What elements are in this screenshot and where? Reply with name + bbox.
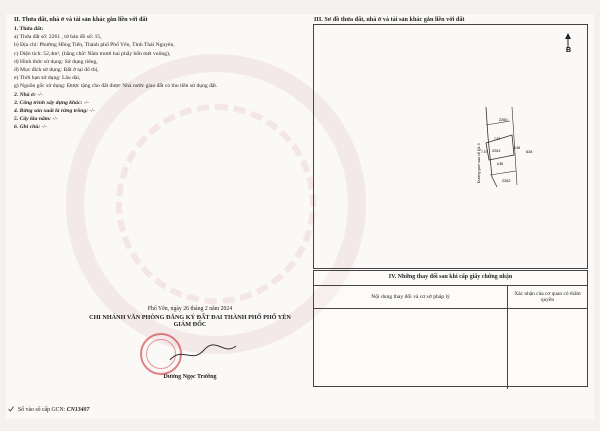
parcel-area: c) Diện tích: 52,4m², (bằng chữ: Năm mươi hai phẩy bốn mét vuông), [14, 50, 171, 57]
changes-header-row [314, 286, 587, 309]
parcel-map [313, 24, 588, 269]
edge-label: 6.56 [514, 146, 521, 150]
parcel-address: b) Địa chỉ: Phường Hồng Tiến, Thành phố Phổ Yên, Tỉnh Thái Nguyên, [14, 42, 175, 49]
edge-label: 6.85 [497, 162, 504, 166]
house-row: 2. Nhà ở: -/- [14, 91, 43, 98]
changes-empty-row [314, 309, 587, 389]
north-label: B [566, 47, 572, 54]
sub-parcel-heading: 1. Thửa đất: [14, 26, 44, 32]
parcel-number: a) Thửa đất số: 2261 , tờ bản đồ số: 15, [14, 34, 102, 41]
edge-label: 7.97 [494, 137, 501, 141]
registry-label: Số vào sổ cấp GCN: [18, 407, 67, 413]
parcel-label: 628 [526, 150, 533, 154]
usage-form: d) Hình thức sử dụng: Sử dụng riêng, [14, 58, 98, 65]
edge-label: 7.37 [481, 150, 488, 154]
signer-name: Dương Ngọc Trường [163, 374, 217, 380]
signer-position: GIÁM ĐỐC [173, 321, 207, 328]
construction-row: 3. Công trình xây dựng khác: -/- [14, 99, 90, 106]
section2-title: II. Thửa đất, nhà ở và tài sản khác gắn liền với đất [14, 16, 148, 23]
parcel-label: 2260 [499, 118, 508, 122]
note-row: 6. Ghi chú: -/- [14, 124, 47, 131]
changes-table [313, 270, 588, 387]
section4-title: IV. Những thay đổi sau khi cấp giấy chứng nhận [314, 271, 587, 286]
parcel-diagram [314, 25, 587, 268]
parcel-label: 2261 [492, 149, 501, 153]
parcel-label: 2262 [502, 179, 511, 183]
road-label: Đường gom sau cổ QL 3 [477, 143, 481, 183]
registry-footer [10, 407, 89, 413]
changes-col-authority: Xác nhận của cơ quan có thẩm quyền [514, 290, 581, 303]
changes-col-content: Nội dung thay đổi và cơ sở pháp lý [314, 286, 508, 308]
section3-title: III. Sơ đồ thửa đất, nhà ở và tài sản khác gắn liền với đất [314, 16, 465, 23]
usage-purpose: đ) Mục đích sử dụng: Đất ở tại đô thị, [14, 67, 99, 74]
watermark-emblem-inner [116, 104, 316, 304]
usage-origin: g) Nguồn gốc sử dụng: Được tặng cho đất được Nhà nước giao đất có thu tiền sử dụng đất. [14, 83, 218, 90]
issuing-office: CHI NHÁNH VĂN PHÒNG ĐĂNG KÝ ĐẤT ĐAI THÀNH PHỐ PHỔ YÊN [89, 314, 291, 321]
issue-date: Phổ Yên, ngày 26 tháng 2 năm 2024 [147, 306, 233, 312]
forest-row: 4. Rừng sản xuất là rừng trồng: -/- [14, 108, 95, 115]
registry-number: CN13407 [66, 407, 90, 413]
perennial-row: 5. Cây lâu năm: -/- [14, 116, 58, 123]
north-arrow-icon [565, 33, 571, 39]
signature-scribble [168, 342, 238, 366]
section-land-parcel [14, 10, 299, 132]
usage-term: e) Thời hạn sử dụng: Lâu dài, [14, 75, 81, 82]
